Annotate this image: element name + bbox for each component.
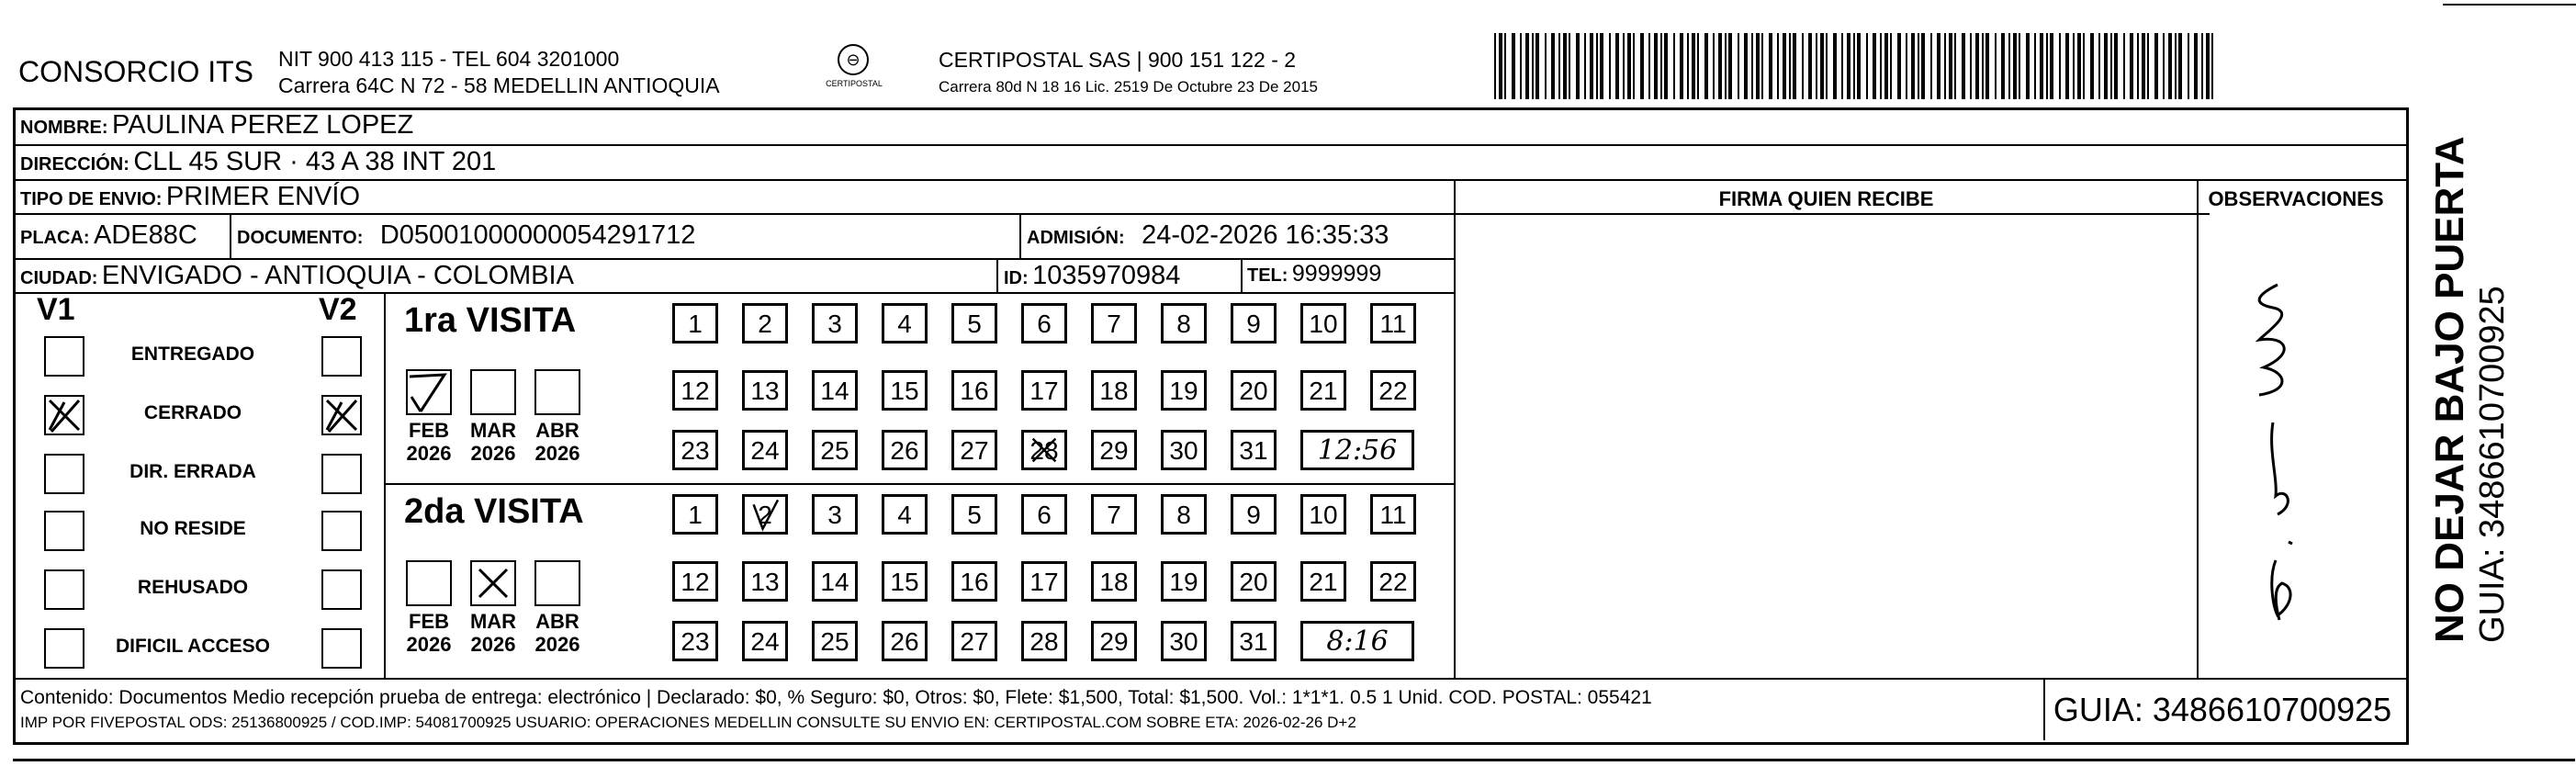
day-box[interactable]: 1	[672, 303, 718, 344]
documento-cell	[237, 220, 695, 251]
barcode-bar	[2175, 33, 2177, 99]
barcode-bar	[1921, 33, 1925, 99]
visit-title: 2da VISITA	[404, 492, 584, 531]
firma-header: FIRMA QUIEN RECIBE	[1718, 187, 1934, 210]
guia-number: GUIA: 3486610700925	[2043, 680, 2400, 740]
cell-divider	[1241, 258, 1243, 292]
month-checkbox[interactable]	[406, 560, 452, 606]
barcode-bar	[1633, 33, 1635, 99]
barcode-bar	[1551, 33, 1555, 99]
barcode-bar	[1995, 33, 1997, 99]
visit-time: 8:16	[1300, 621, 1414, 661]
barcode-bar	[1569, 33, 1570, 99]
month-checkbox[interactable]	[406, 369, 452, 415]
day-box[interactable]: 15	[882, 370, 928, 411]
status-option-label: DIFICIL ACCESO	[115, 636, 270, 657]
barcode-bar	[2178, 33, 2182, 99]
barcode-bar	[1654, 33, 1658, 99]
barcode-bar	[2142, 33, 2145, 99]
barcode-bar	[1576, 33, 1580, 99]
day-box[interactable]: 20	[1231, 561, 1277, 602]
barcode-bar	[1880, 33, 1882, 99]
day-box[interactable]: 18	[1091, 561, 1137, 602]
day-box[interactable]: 19	[1161, 370, 1207, 411]
v2-header: V2	[319, 292, 357, 327]
certipostal-logo	[817, 40, 891, 96]
barcode-bar	[2008, 33, 2010, 99]
row-divider	[16, 258, 1454, 260]
day-box[interactable]: 31	[1231, 621, 1277, 661]
barcode-bar	[1660, 33, 1662, 99]
barcode-bar	[1911, 33, 1915, 99]
v1-checkbox[interactable]	[44, 511, 84, 551]
barcode-bar	[1789, 33, 1791, 99]
visit-title: 1ra VISITA	[404, 301, 577, 340]
barcode-bar	[1783, 33, 1786, 99]
day-box[interactable]: 3	[812, 494, 858, 535]
tel-value: 9999999	[1291, 261, 1382, 287]
v1-checkbox[interactable]	[44, 395, 84, 435]
barcode-bar	[1738, 33, 1739, 99]
address-line: Carrera 64C N 72 - 58 MEDELLIN ANTIOQUIA	[278, 73, 720, 97]
barcode-bar	[2130, 33, 2133, 99]
barcode-bar	[1609, 33, 1611, 99]
barcode-bar	[2123, 33, 2125, 99]
barcode-bar	[1937, 33, 1940, 99]
day-box[interactable]: 26	[882, 621, 928, 661]
day-box[interactable]: 11	[1370, 303, 1416, 344]
month-name: ABR	[535, 610, 579, 633]
nombre-value: PAULINA PEREZ LOPEZ	[112, 110, 414, 140]
barcode-bar	[1563, 33, 1567, 99]
month-name: ABR	[535, 419, 579, 442]
day-box[interactable]: 16	[951, 561, 997, 602]
barcode-bar	[1545, 33, 1547, 99]
barcode-bar	[1673, 33, 1675, 99]
barcode-bar	[2046, 33, 2048, 99]
side-text	[2427, 136, 2513, 643]
day-box[interactable]: 8	[1161, 494, 1207, 535]
nombre-row	[20, 110, 413, 141]
col-divider	[1454, 179, 1456, 678]
barcode-bar	[1866, 33, 1868, 99]
barcode-bar	[1793, 33, 1796, 99]
barcode-bar	[1687, 33, 1689, 99]
col-divider	[2197, 179, 2199, 678]
day-box[interactable]: 16	[951, 370, 997, 411]
logo-icon: ⊖	[838, 44, 869, 75]
barcode-bar	[1890, 33, 1892, 99]
status-option-label: DIR. ERRADA	[129, 461, 256, 482]
day-box[interactable]: 4	[882, 303, 928, 344]
day-box[interactable]: 13	[742, 561, 788, 602]
day-box[interactable]: 11	[1370, 494, 1416, 535]
barcode-bar	[1975, 33, 1979, 99]
barcode-bar	[2073, 33, 2075, 99]
footer-contenido: Contenido: Documentos Medio recepción prueba de entrega: electrónico | Declarado: $0, % Seguro: $0, Otros: $0, Flete: $1,500, Total: $1,500. Vol.: 1*1*1. 0.5 1 Unid. COD. POSTAL: 055421	[20, 687, 1652, 708]
direccion-value: CLL 45 SUR · 43 A 38 INT 201	[133, 147, 497, 176]
cell-divider	[1019, 213, 1021, 258]
signature-image	[2222, 266, 2323, 634]
month-year: 2026	[470, 442, 516, 465]
day-box[interactable]: 2	[742, 303, 788, 344]
row-divider	[16, 144, 2409, 146]
barcode-bar	[1756, 33, 1760, 99]
direccion-label: DIRECCIÓN:	[20, 154, 129, 175]
barcode-bar	[2201, 33, 2203, 99]
day-box[interactable]: 10	[1300, 303, 1346, 344]
barcode-bar	[2194, 33, 2198, 99]
direccion-row	[20, 147, 496, 177]
v2-checkbox[interactable]	[321, 454, 362, 494]
barcode-bar	[1841, 33, 1843, 99]
barcode-bar	[1962, 33, 1965, 99]
month-label	[525, 419, 590, 465]
documento-label: DOCUMENTO:	[237, 228, 364, 248]
barcode-bar	[2050, 33, 2053, 99]
barcode-bar	[1640, 33, 1644, 99]
month-label	[461, 610, 525, 656]
barcode-bar	[2211, 33, 2213, 99]
barcode-bar	[1535, 33, 1539, 99]
placa-label: PLACA:	[20, 228, 90, 248]
month-year: 2026	[406, 633, 452, 656]
day-box[interactable]: 27	[951, 430, 997, 470]
day-box[interactable]: 6	[1021, 303, 1067, 344]
day-box[interactable]: 9	[1231, 303, 1277, 344]
day-box[interactable]: 30	[1161, 621, 1207, 661]
month-label	[397, 419, 461, 465]
day-box[interactable]: 1	[672, 494, 718, 535]
day-box[interactable]: 12	[672, 370, 718, 411]
barcode-bar	[1590, 33, 1593, 99]
barcode-bar	[1847, 33, 1850, 99]
barcode-bar	[1833, 33, 1837, 99]
tel-label: TEL:	[1247, 265, 1288, 286]
certipostal-info	[939, 46, 1318, 101]
status-option-label: NO RESIDE	[140, 518, 246, 539]
barcode-bar	[1769, 33, 1772, 99]
day-box[interactable]: 26	[882, 430, 928, 470]
barcode	[1494, 33, 2220, 99]
barcode-bar	[1520, 33, 1522, 99]
barcode-bar	[1664, 33, 1668, 99]
v1-checkbox[interactable]	[44, 628, 84, 669]
barcode-bar	[2013, 33, 2017, 99]
day-box[interactable]: 17	[1021, 370, 1067, 411]
v1-checkbox[interactable]	[44, 569, 84, 610]
month-label	[461, 419, 525, 465]
barcode-bar	[1680, 33, 1683, 99]
barcode-bar	[1906, 33, 1907, 99]
barcode-bar	[1697, 33, 1699, 99]
barcode-bar	[2090, 33, 2094, 99]
bottom-edge-line	[13, 759, 2575, 761]
barcode-bar	[1494, 33, 1496, 99]
barcode-bar	[1692, 33, 1695, 99]
barcode-bar	[1623, 33, 1625, 99]
ciudad-label: CIUDAD:	[20, 268, 98, 288]
month-label	[397, 610, 461, 656]
v2-checkbox[interactable]	[321, 336, 362, 377]
month-checkbox[interactable]	[534, 560, 580, 606]
admision-cell	[1027, 220, 1389, 251]
barcode-bar	[2083, 33, 2085, 99]
barcode-bar	[1918, 33, 1919, 99]
day-box[interactable]: 5	[951, 303, 997, 344]
month-year: 2026	[534, 442, 580, 465]
barcode-bar	[1808, 33, 1812, 99]
day-box[interactable]: 7	[1091, 303, 1137, 344]
day-box[interactable]: 14	[812, 370, 858, 411]
barcode-bar	[1826, 33, 1828, 99]
barcode-bar	[2065, 33, 2069, 99]
barcode-bar	[1857, 33, 1861, 99]
barcode-bar	[1985, 33, 1989, 99]
cell-divider	[230, 213, 231, 258]
tipo-value: PRIMER ENVÍO	[165, 182, 361, 211]
day-box[interactable]: 9	[1231, 494, 1277, 535]
company-info	[278, 46, 720, 99]
barcode-bar	[1584, 33, 1586, 99]
barcode-bar	[2026, 33, 2030, 99]
barcode-bar	[2104, 33, 2108, 99]
day-box[interactable]: 14	[812, 561, 858, 602]
status-divider	[384, 292, 386, 678]
day-box[interactable]: 23	[672, 430, 718, 470]
month-checkbox[interactable]	[470, 560, 516, 606]
certipostal-line2: Carrera 80d N 18 16 Lic. 2519 De Octubre 23 De 2015	[939, 78, 1318, 96]
placa-value: ADE88C	[94, 220, 197, 250]
day-box[interactable]: 7	[1091, 494, 1137, 535]
barcode-bar	[1944, 33, 1946, 99]
barcode-bar	[1777, 33, 1779, 99]
day-box[interactable]: 20	[1231, 370, 1277, 411]
day-box[interactable]: 27	[951, 621, 997, 661]
day-box[interactable]: 10	[1300, 494, 1346, 535]
day-box[interactable]: 28	[1021, 621, 1067, 661]
tipo-row	[20, 182, 360, 212]
v2-checkbox[interactable]	[321, 569, 362, 610]
footer-imp: IMP POR FIVEPOSTAL ODS: 25136800925 / COD.IMP: 54081700925 USUARIO: OPERACIONES MEDELLIN CONSULTE SU ENVIO EN: CERTIPOSTAL.COM SOBRE ETA: 2026-02-26 D+2	[20, 714, 1356, 731]
barcode-bar	[1873, 33, 1876, 99]
v2-checkbox[interactable]	[321, 628, 362, 669]
barcode-bar	[2114, 33, 2118, 99]
day-box[interactable]: 22	[1370, 561, 1416, 602]
barcode-bar	[1751, 33, 1753, 99]
day-box[interactable]: 28	[1021, 430, 1067, 470]
month-year: 2026	[406, 442, 452, 465]
nit-line: NIT 900 413 115 - TEL 604 3201000	[278, 47, 620, 71]
v1-checkbox[interactable]	[44, 336, 84, 377]
barcode-bar	[1930, 33, 1932, 99]
admision-value: 24-02-2026 16:35:33	[1142, 220, 1389, 250]
day-box[interactable]: 31	[1231, 430, 1277, 470]
visit-time: 12:56	[1300, 430, 1414, 470]
day-box[interactable]: 29	[1091, 430, 1137, 470]
barcode-bar	[2040, 33, 2043, 99]
day-box[interactable]: 15	[882, 561, 928, 602]
day-box[interactable]: 3	[812, 303, 858, 344]
admision-label: ADMISIÓN:	[1027, 228, 1125, 248]
barcode-bar	[1648, 33, 1650, 99]
day-box[interactable]: 21	[1300, 370, 1346, 411]
v1-header: V1	[37, 292, 75, 327]
barcode-bar	[1512, 33, 1515, 99]
barcode-bar	[1718, 33, 1722, 99]
observaciones-header: OBSERVACIONES	[2208, 187, 2384, 210]
barcode-bar	[1744, 33, 1748, 99]
ciudad-value: ENVIGADO - ANTIOQUIA - COLOMBIA	[101, 261, 574, 290]
barcode-bar	[1713, 33, 1715, 99]
barcode-bar	[1949, 33, 1952, 99]
month-checkbox[interactable]	[470, 369, 516, 415]
barcode-bar	[1982, 33, 1984, 99]
barcode-bar	[2188, 33, 2189, 99]
id-label: ID:	[1004, 268, 1029, 288]
id-value: 1035970984	[1032, 261, 1181, 290]
barcode-bar	[2206, 33, 2210, 99]
day-box[interactable]: 2	[742, 494, 788, 535]
day-box[interactable]: 25	[812, 430, 858, 470]
no-dejar-text: NO DEJAR BAJO PUERTA	[2427, 136, 2472, 643]
day-box[interactable]: 23	[672, 621, 718, 661]
day-box[interactable]: 18	[1091, 370, 1137, 411]
day-box[interactable]: 25	[812, 621, 858, 661]
barcode-bar	[1704, 33, 1708, 99]
month-label	[525, 610, 590, 656]
day-box[interactable]: 19	[1161, 561, 1207, 602]
barcode-bar	[1853, 33, 1855, 99]
side-guia-text: GUIA: 3486610700925	[2473, 286, 2512, 643]
day-box[interactable]: 6	[1021, 494, 1067, 535]
barcode-bar	[1504, 33, 1506, 99]
documento-value: D0500100000005429171​2	[379, 220, 696, 250]
barcode-bar	[2019, 33, 2020, 99]
day-box[interactable]: 5	[951, 494, 997, 535]
day-box[interactable]: 30	[1161, 430, 1207, 470]
row-divider	[16, 292, 1454, 294]
month-year: 2026	[534, 633, 580, 656]
barcode-bar	[1897, 33, 1901, 99]
barcode-bar	[1499, 33, 1502, 99]
barcode-bar	[1725, 33, 1727, 99]
barcode-bar	[1970, 33, 1972, 99]
month-name: FEB	[409, 419, 449, 442]
day-box[interactable]: 13	[742, 370, 788, 411]
top-edge-line	[2443, 4, 2576, 6]
barcode-bar	[1600, 33, 1603, 99]
status-option-label: REHUSADO	[137, 577, 249, 598]
day-box[interactable]: 22	[1370, 370, 1416, 411]
day-box[interactable]: 24	[742, 430, 788, 470]
day-box[interactable]: 29	[1091, 621, 1137, 661]
barcode-bar	[2163, 33, 2165, 99]
barcode-bar	[2147, 33, 2149, 99]
logo-text: CERTIPOSTAL	[826, 79, 883, 88]
visit-divider	[384, 483, 1454, 485]
month-name: FEB	[409, 610, 449, 633]
barcode-bar	[1820, 33, 1824, 99]
barcode-bar	[2059, 33, 2061, 99]
barcode-bar	[2098, 33, 2100, 99]
id-cell	[1004, 261, 1180, 291]
barcode-bar	[2110, 33, 2112, 99]
month-checkbox[interactable]	[534, 369, 580, 415]
day-box[interactable]: 4	[882, 494, 928, 535]
month-name: MAR	[469, 610, 517, 633]
day-box[interactable]: 24	[742, 621, 788, 661]
row-divider	[16, 179, 2409, 181]
cell-divider	[996, 258, 998, 292]
barcode-bar	[1525, 33, 1529, 99]
barcode-bar	[1596, 33, 1598, 99]
barcode-bar	[1954, 33, 1956, 99]
barcode-bar	[1532, 33, 1534, 99]
company-name: CONSORCIO ITS	[18, 55, 254, 88]
barcode-bar	[2077, 33, 2081, 99]
status-option-label: ENTREGADO	[130, 344, 255, 365]
v1-checkbox[interactable]	[44, 454, 84, 494]
day-box[interactable]: 8	[1161, 303, 1207, 344]
tel-cell	[1247, 261, 1381, 287]
barcode-bar	[2168, 33, 2172, 99]
barcode-bar	[1816, 33, 1817, 99]
barcode-bar	[2034, 33, 2036, 99]
barcode-bar	[2154, 33, 2158, 99]
barcode-bar	[1615, 33, 1619, 99]
v2-checkbox[interactable]	[321, 511, 362, 551]
tipo-label: TIPO DE ENVIO:	[20, 189, 163, 209]
certipostal-line1: CERTIPOSTAL SAS | 900 151 122 - 2	[939, 48, 1297, 72]
day-box[interactable]: 21	[1300, 561, 1346, 602]
row-divider	[16, 213, 2210, 215]
month-year: 2026	[470, 633, 516, 656]
barcode-bar	[1728, 33, 1732, 99]
barcode-bar	[1558, 33, 1560, 99]
barcode-bar	[1884, 33, 1888, 99]
day-box[interactable]: 17	[1021, 561, 1067, 602]
barcode-bar	[1761, 33, 1763, 99]
status-option-label: CERRADO	[143, 402, 242, 423]
ciudad-cell	[20, 261, 574, 291]
nombre-label: NOMBRE:	[20, 118, 108, 138]
barcode-bar	[1627, 33, 1631, 99]
barcode-bar	[2137, 33, 2139, 99]
v2-checkbox[interactable]	[321, 395, 362, 435]
barcode-bar	[2001, 33, 2005, 99]
day-box[interactable]: 12	[672, 561, 718, 602]
barcode-bar	[1802, 33, 1804, 99]
placa-cell	[20, 220, 197, 251]
month-name: MAR	[469, 419, 517, 442]
